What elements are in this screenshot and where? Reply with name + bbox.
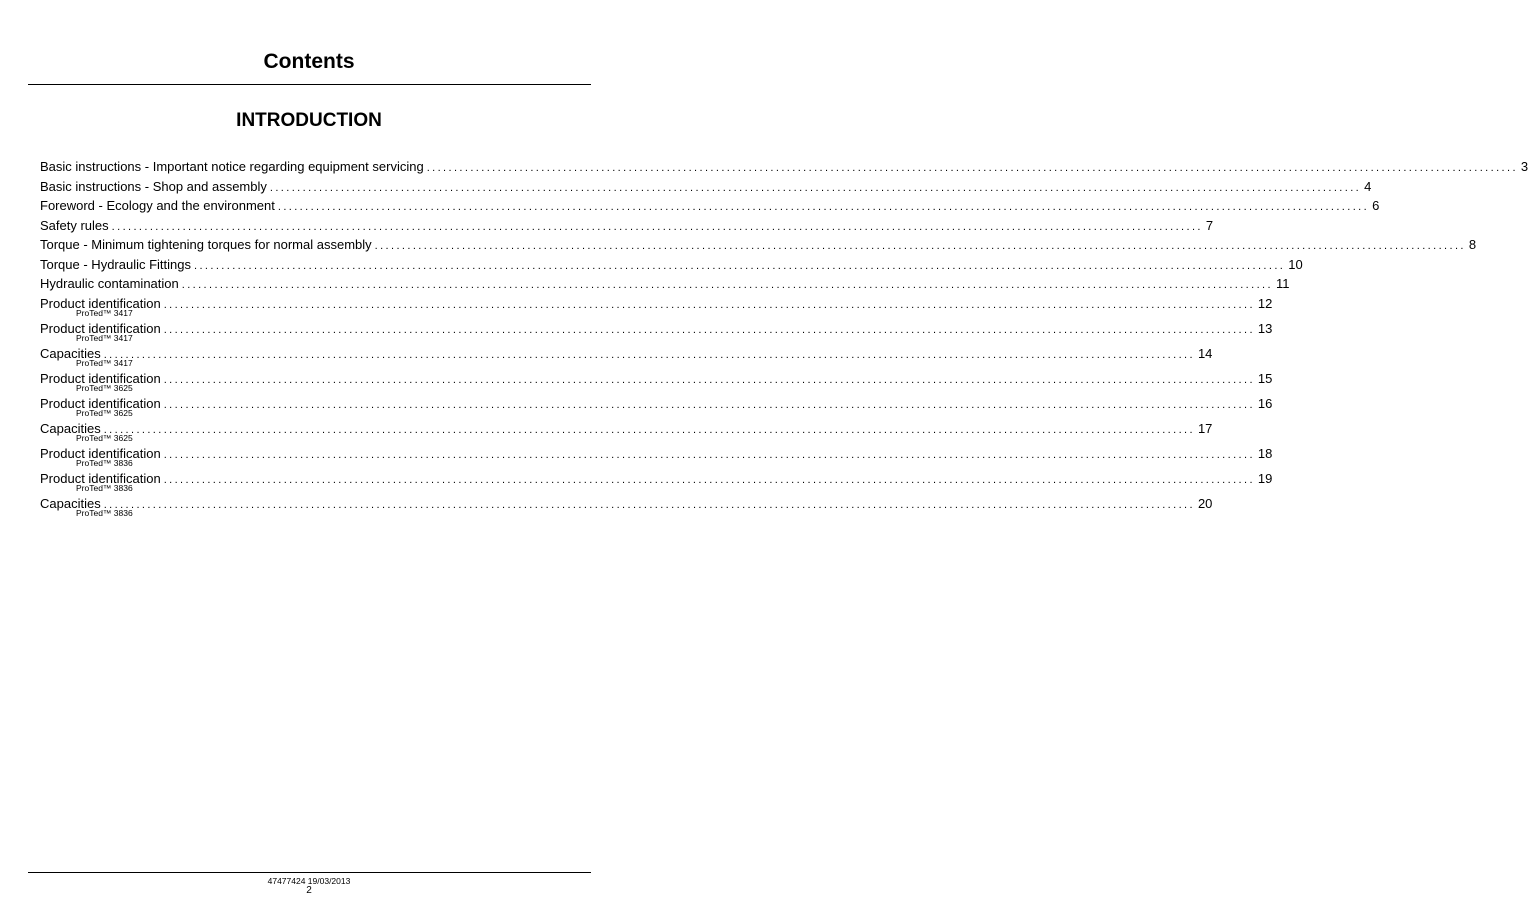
toc-entry[interactable] [40, 444, 1273, 469]
toc-entry-model: ProTed™ 3417 [76, 308, 133, 318]
toc-leader-dots: ........................................................................................................................................................................................................ [181, 279, 1273, 291]
toc-leader-dots: ........................................................................................................................................................................................................ [194, 259, 1286, 272]
toc-entry-page: 18 [1257, 445, 1273, 461]
toc-leader-dots: ........................................................................................................................................................................................................ [111, 220, 1203, 233]
toc-entry-label: Capacities [40, 345, 101, 361]
toc-entry-model: ProTed™ 3417 [76, 333, 133, 343]
toc-entry-page: 15 [1257, 370, 1273, 386]
toc-entry-page: 11 [1275, 276, 1290, 291]
toc-entry-label: Product identification [40, 295, 161, 311]
toc-entry[interactable] [40, 196, 1380, 216]
toc-line [40, 255, 1303, 275]
toc-entry-label: Hydraulic contamination [40, 276, 179, 291]
footer-page-number: 2 [306, 885, 312, 896]
toc-entry-page: 3 [1520, 159, 1528, 174]
toc-entry-page: 6 [1372, 198, 1380, 213]
toc-leader-dots: ........................................................................................................................................................................................................ [163, 323, 1255, 336]
toc-entry-page: 19 [1257, 470, 1273, 486]
toc-entry[interactable] [40, 216, 1214, 236]
toc-entry-label: Product identification [40, 470, 161, 486]
toc-leader-dots: ........................................................................................................................................................................................................ [163, 298, 1255, 311]
toc-line [40, 177, 1372, 197]
toc-entry-label: Foreword - Ecology and the environment [40, 198, 275, 213]
toc-entry[interactable] [40, 255, 1303, 275]
toc-leader-dots: ........................................................................................................................................................................................................ [163, 373, 1255, 386]
toc-entry[interactable] [40, 177, 1372, 197]
toc-entry-model: ProTed™ 3836 [76, 483, 133, 493]
toc-entry[interactable] [40, 394, 1273, 419]
toc-entry-label: Product identification [40, 445, 161, 461]
toc-entry-page: 4 [1364, 178, 1372, 194]
toc-line [40, 157, 1528, 177]
page-title: Contents [263, 50, 355, 73]
toc-leader-dots: ........................................................................................................................................................................................................ [103, 348, 1195, 361]
toc-entry-label: Capacities [40, 420, 101, 436]
toc-entry-label: Product identification [40, 320, 161, 336]
toc-line [40, 235, 1477, 255]
toc-entry-model: ProTed™ 3625 [76, 383, 133, 393]
toc-entry[interactable] [40, 344, 1213, 369]
footer-document-code: 47477424 19/03/2013 [267, 876, 351, 886]
toc-entry-label: Product identification [40, 395, 161, 411]
toc-entry-page: 10 [1288, 256, 1303, 272]
toc-entry-label: Product identification [40, 370, 161, 386]
toc-entry[interactable] [40, 419, 1213, 444]
toc-entry[interactable] [40, 319, 1273, 344]
toc-entry-page: 20 [1197, 495, 1213, 511]
toc-leader-dots: ........................................................................................................................................................................................................ [277, 201, 1370, 213]
toc-entry-page: 12 [1257, 295, 1273, 311]
toc-line [40, 216, 1214, 236]
toc-entry-label: Capacities [40, 495, 101, 511]
toc-line [40, 196, 1380, 216]
toc-entry-page: 16 [1257, 395, 1273, 411]
toc-entry-page: 17 [1197, 420, 1213, 436]
toc-leader-dots: ........................................................................................................................................................................................................ [103, 498, 1195, 511]
toc-entry[interactable] [40, 157, 1528, 177]
toc-entry[interactable] [40, 274, 1290, 294]
toc-entry-label: Basic instructions - Important notice regarding equipment servicing [40, 159, 424, 174]
toc-entry[interactable] [40, 494, 1213, 519]
toc-leader-dots: ........................................................................................................................................................................................................ [269, 181, 1362, 194]
toc-entry-model: ProTed™ 3417 [76, 358, 133, 368]
footer-divider [28, 872, 591, 873]
toc-leader-dots: ........................................................................................................................................................................................................ [163, 398, 1255, 411]
toc-entry-label: Torque - Minimum tightening torques for normal assembly [40, 237, 372, 252]
toc-leader-dots: ........................................................................................................................................................................................................ [163, 473, 1255, 486]
toc-line [40, 274, 1290, 294]
toc-entry-label: Safety rules [40, 217, 109, 233]
toc-leader-dots: ........................................................................................................................................................................................................ [163, 448, 1255, 461]
section-title: INTRODUCTION [236, 110, 382, 131]
toc-entry-model: ProTed™ 3836 [76, 508, 133, 518]
toc-entry[interactable] [40, 294, 1273, 319]
toc-leader-dots: ........................................................................................................................................................................................................ [374, 240, 1466, 252]
header-divider [28, 84, 591, 85]
toc-entry-page: 7 [1205, 217, 1214, 233]
table-of-contents [40, 157, 1528, 519]
toc-entry[interactable] [40, 235, 1477, 255]
toc-entry[interactable] [40, 469, 1273, 494]
toc-entry-page: 8 [1468, 237, 1477, 252]
toc-leader-dots: ........................................................................................................................................................................................................ [426, 162, 1518, 174]
toc-entry-model: ProTed™ 3625 [76, 408, 133, 418]
toc-entry-page: 13 [1257, 320, 1273, 336]
toc-entry-model: ProTed™ 3625 [76, 433, 133, 443]
toc-entry-label: Torque - Hydraulic Fittings [40, 256, 191, 272]
toc-entry-page: 14 [1197, 345, 1213, 361]
toc-entry-model: ProTed™ 3836 [76, 458, 133, 468]
toc-entry-label: Basic instructions - Shop and assembly [40, 178, 267, 194]
toc-entry[interactable] [40, 369, 1273, 394]
toc-leader-dots: ........................................................................................................................................................................................................ [103, 423, 1195, 436]
